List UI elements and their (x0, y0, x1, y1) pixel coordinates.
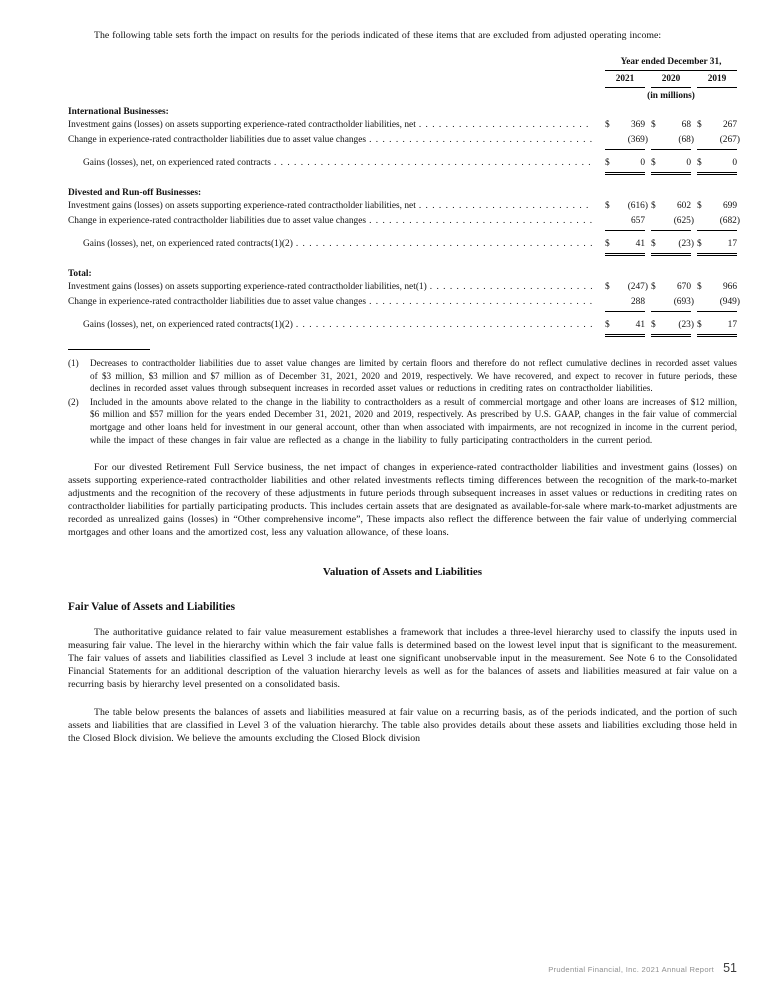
table-row (68, 134, 740, 150)
cell-value: (949) (719, 297, 740, 307)
cell-currency: $ (651, 320, 656, 330)
row-label: Gains (losses), net, on experienced rated contracts(1)(2) (83, 320, 293, 330)
section-title-total: Total: (68, 269, 92, 279)
value-cell (605, 200, 648, 215)
value-cell (605, 281, 648, 296)
table-body (68, 106, 740, 335)
cell-value: (693) (673, 297, 694, 307)
value-cell (697, 119, 737, 134)
value-cell (651, 238, 694, 254)
cell-value: 17 (727, 320, 737, 330)
cell-value: (23) (678, 239, 694, 249)
row-label: Gains (losses), net, on experienced rated contracts(1)(2) (83, 239, 293, 249)
cell-value: 267 (722, 120, 737, 130)
row-label: Investment gains (losses) on assets supporting experience-rated contractholder liabilities, net (68, 201, 416, 211)
cell-value: (247) (627, 282, 648, 292)
dot-leader (296, 238, 593, 251)
cell-value: (369) (627, 135, 648, 145)
value-cell (651, 319, 694, 335)
table-below-paragraph: The table below presents the balances of assets and liabilities measured at fair value on a recurring basis, as of the periods indicated, and the portion of such assets and liabilities that are classified in Level 3 of the valuation hierarchy. The table also provides details about these assets and liabilities excluding those held in the Closed Block division. We believe the amounts excluding the Closed Block division (68, 707, 737, 745)
cell-value: 966 (722, 282, 737, 292)
fair-value-paragraph: The authoritative guidance related to fair value measurement establishes a framework that includes a three-level hierarchy used to classify the inputs used in measuring fair value. The level in the hierarchy within which the fair value falls is determined based on the lowest level input that is significant to the measurement. The fair values of assets and liabilities classified as Level 3 include at least one significant unobservable input in the measurement. See Note 6 to the Consolidated Financial Statements for an additional description of the valuation hierarchy levels as well as for the balances of assets and liabilities measured at fair value on a recurring basis by hierarchy level presented on a consolidated basis. (68, 627, 737, 691)
intro-paragraph: The following table sets forth the impact on results for the periods indicated of these items that are excluded from adjusted operating income: (94, 30, 662, 41)
table-row (68, 296, 740, 312)
units-label: (in millions) (647, 91, 695, 101)
value-cell (697, 200, 737, 215)
cell-value: 17 (727, 239, 737, 249)
dot-leader (369, 134, 593, 147)
footnote-separator (68, 349, 150, 350)
year-column-2021: 2021 (605, 74, 645, 88)
table-row-subtotal (68, 238, 737, 254)
year-column-2019: 2019 (697, 74, 737, 88)
cell-value: (682) (719, 216, 740, 226)
value-cell (697, 296, 740, 312)
cell-currency: $ (697, 239, 702, 249)
year-columns (605, 74, 737, 88)
value-cell (605, 157, 645, 173)
cell-value: 657 (630, 216, 645, 226)
row-label: Investment gains (losses) on assets supporting experience-rated contractholder liabilities, net (68, 120, 416, 130)
dot-leader (274, 157, 593, 170)
value-cell (697, 319, 737, 335)
cell-value: (68) (678, 135, 694, 145)
cell-currency: $ (651, 201, 656, 211)
cell-currency: $ (697, 158, 702, 168)
section-title-international: International Businesses: (68, 107, 169, 117)
value-cell (651, 134, 694, 150)
cell-value: (616) (627, 201, 648, 211)
cell-currency: $ (605, 201, 610, 211)
value-cell (697, 134, 740, 150)
value-cell (605, 119, 645, 134)
cell-currency: $ (605, 239, 610, 249)
footnote-marker: (1) (68, 358, 79, 368)
cell-value: (267) (719, 135, 740, 145)
value-cell (605, 296, 645, 312)
cell-value: 68 (681, 120, 691, 130)
value-cell (651, 281, 691, 296)
dot-leader (369, 215, 593, 228)
cell-value: 41 (635, 239, 645, 249)
cell-value: 41 (635, 320, 645, 330)
dot-leader (419, 119, 593, 132)
year-column-2020: 2020 (651, 74, 691, 88)
value-cell (697, 215, 740, 231)
cell-value: 0 (732, 158, 737, 168)
value-cell (697, 157, 737, 173)
value-cell (651, 200, 691, 215)
value-cell (605, 319, 645, 335)
year-ended-header: Year ended December 31, (605, 57, 737, 71)
cell-value: (625) (673, 216, 694, 226)
value-cell (697, 238, 737, 254)
cell-value: 369 (630, 120, 645, 130)
footnote-1 (68, 357, 737, 395)
row-label: Change in experience-rated contractholder liabilities due to asset value changes (68, 297, 367, 307)
table-header (605, 57, 737, 102)
section-heading: Valuation of Assets and Liabilities (322, 566, 483, 579)
table-row (68, 119, 737, 134)
cell-currency: $ (651, 120, 656, 130)
value-cell (605, 215, 645, 231)
cell-currency: $ (605, 282, 610, 292)
cell-currency: $ (697, 282, 702, 292)
cell-currency: $ (605, 320, 610, 330)
row-label: Gains (losses), net, on experienced rated contracts (83, 158, 271, 168)
table-row (68, 215, 740, 231)
table-row-subtotal (68, 157, 737, 173)
cell-value: 0 (640, 158, 645, 168)
cell-currency: $ (605, 158, 610, 168)
cell-value: 699 (722, 201, 737, 211)
table-row-subtotal (68, 319, 737, 335)
row-label: Change in experience-rated contractholder liabilities due to asset value changes (68, 135, 367, 145)
cell-currency: $ (697, 120, 702, 130)
dot-leader (419, 200, 593, 213)
cell-value: 0 (686, 158, 691, 168)
value-cell (605, 238, 645, 254)
cell-currency: $ (651, 282, 656, 292)
value-cell (651, 296, 694, 312)
cell-currency: $ (651, 239, 656, 249)
footnote-text: Decreases to contractholder liabilities due to asset value changes are limited by certain floors and therefore do not reflect cumulative declines in recorded asset values of $3 million, $3 million and $7 million as of December 31, 2021, 2020 and 2019, respectively. We have recovered, and expect to recover in future periods, these declines in recorded asset values through subsequent increases in recorded asset values or reductions in crediting rates on contractholder liabilities. (90, 358, 737, 394)
table-row (68, 200, 737, 215)
value-cell (697, 281, 737, 296)
footnote-marker: (2) (68, 396, 79, 407)
cell-value: 670 (676, 282, 691, 292)
dot-leader (369, 296, 593, 309)
table-row (68, 281, 737, 296)
footer-text: Prudential Financial, Inc. 2021 Annual Report (548, 965, 715, 974)
row-label: Investment gains (losses) on assets supporting experience-rated contractholder liabilities, net(1) (68, 282, 427, 292)
cell-currency: $ (605, 120, 610, 130)
value-cell (651, 157, 691, 173)
document-content (68, 29, 740, 745)
row-label: Change in experience-rated contractholder liabilities due to asset value changes (68, 216, 367, 226)
cell-value: 602 (676, 201, 691, 211)
cell-currency: $ (697, 201, 702, 211)
divested-retirement-paragraph: For our divested Retirement Full Service business, the net impact of changes in experience-rated contractholder liabilities and investment gains (losses) on assets supporting experience-rated contractholder liabilities and other related investments reflects timing differences between the recognition of the mark-to-market adjustments and the recognition of the recovery of these adjustments in future periods through subsequent increases in asset values or reductions in crediting rates on contractholder liabilities for partially participating products. This includes certain assets that are designated as available-for-sale where mark-to-market adjustments are recorded as unrealized gains (losses) in “Other comprehensive income”, These impacts also reflect the difference between the fair value of underlying commercial mortgages and other loans and the amortized cost, less any valuation allowance, of these loans. (68, 462, 737, 539)
value-cell (651, 119, 691, 134)
page-footer (548, 961, 737, 975)
cell-value: 288 (630, 297, 645, 307)
cell-value: (23) (678, 320, 694, 330)
footnote-text: Included in the amounts above related to the change in the liability to contractholders as a result of commercial mortgage and other loans are increases of $12 million, $6 million and $57 million for the years ended December 31, 2021, 2020 and 2019, respectively. As prescribed by U.S. GAAP, changes in the fair value of commercial mortgage and other loans held for investment in our general account, other than when associated with impairments, are not recognized in income in the current period, while the impact of these changes in fair value are reflected as a change in the liability to fully participating contractholders in the current period. (90, 396, 737, 445)
footnote-2 (68, 396, 737, 446)
page-number: 51 (723, 961, 737, 975)
subsection-heading: Fair Value of Assets and Liabilities (68, 601, 236, 614)
impact-table (68, 57, 740, 335)
value-cell (605, 134, 648, 150)
cell-currency: $ (697, 320, 702, 330)
dot-leader (296, 319, 593, 332)
dot-leader (430, 281, 593, 294)
value-cell (651, 215, 694, 231)
section-title-divested: Divested and Run-off Businesses: (68, 188, 202, 198)
cell-currency: $ (651, 158, 656, 168)
